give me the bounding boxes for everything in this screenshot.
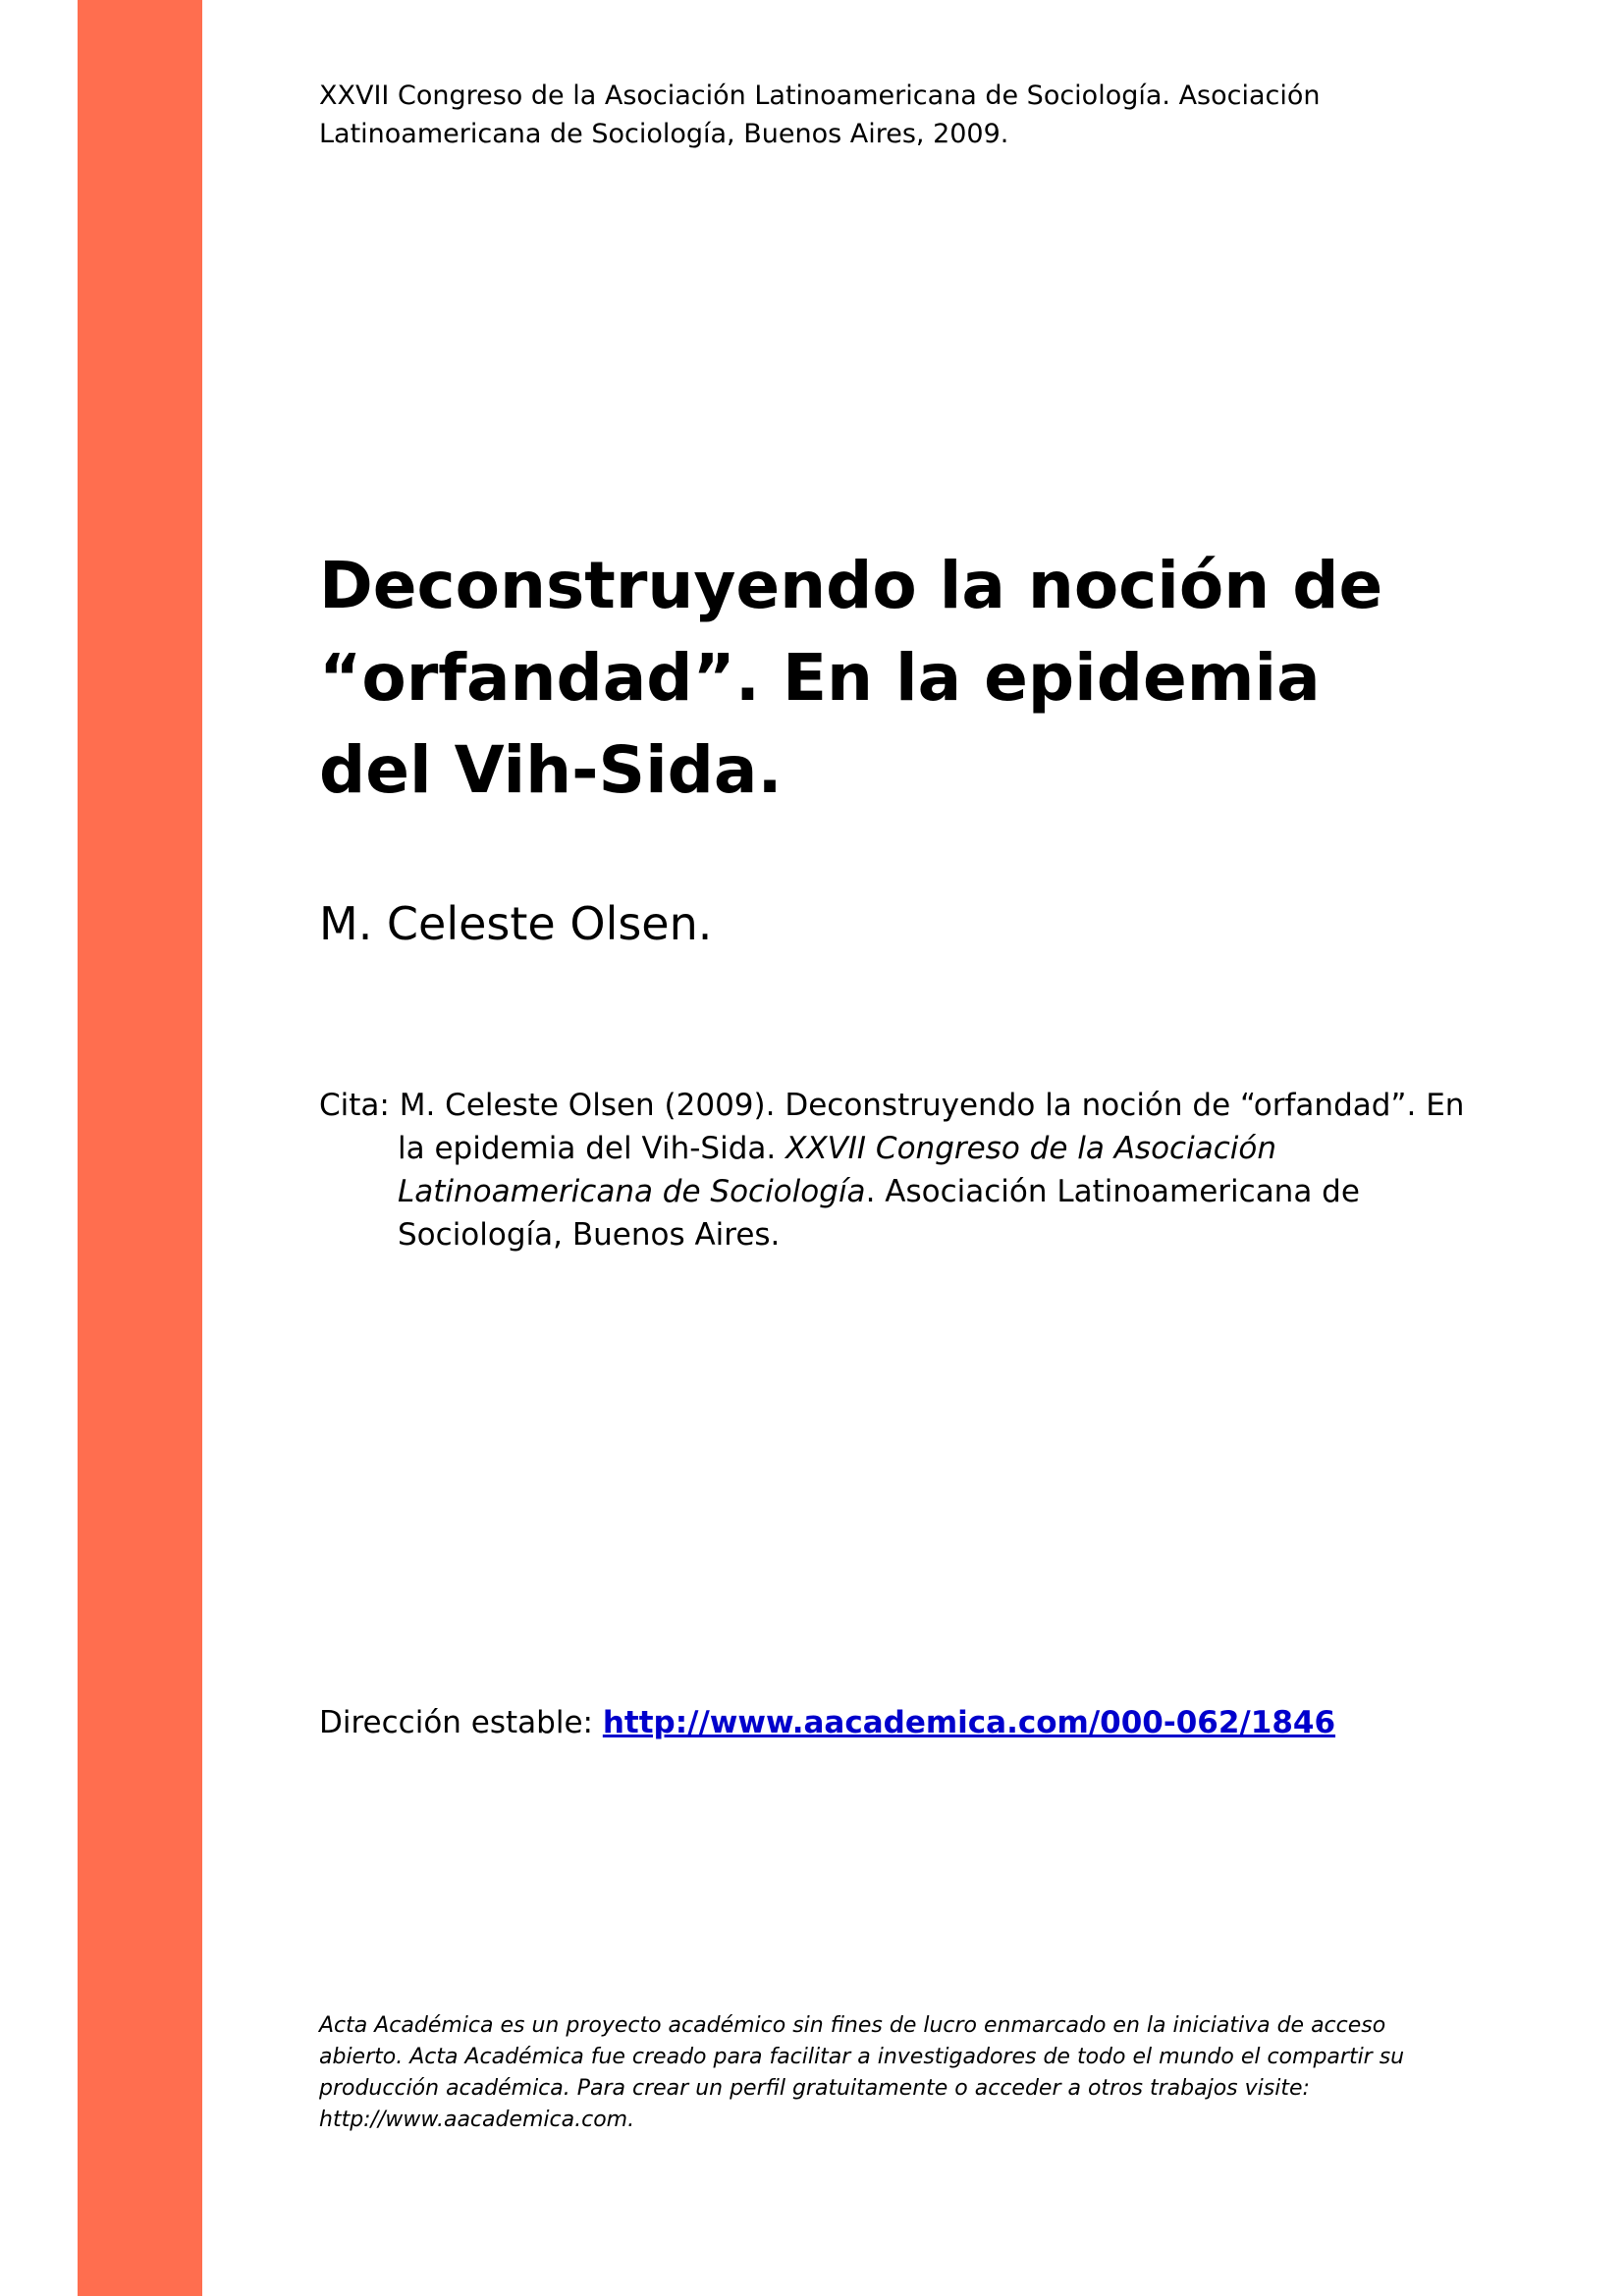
footer-line: producción académica. Para crear un perfil gratuitamente o acceder a otros trabajos visite:: [319, 2076, 1310, 2101]
stable-address-link[interactable]: http://www.aacademica.com/000-062/1846: [602, 1705, 1336, 1740]
footer-line: Acta Académica es un proyecto académico sin fines de lucro enmarcado en la iniciativa de acceso: [319, 2013, 1386, 2038]
conference-header-line: XXVII Congreso de la Asociación Latinoamericana de Sociología. Asociación: [319, 80, 1321, 111]
citation-line-2: [319, 1127, 1497, 1170]
document-title-line: “orfandad”. En la epidemia: [319, 640, 1321, 716]
conference-header: [319, 77, 1497, 153]
citation-text-italic: XXVII Congreso de la Asociación: [785, 1131, 1276, 1166]
citation-label: Cita:: [319, 1088, 390, 1123]
citation-line-3: [319, 1170, 1497, 1213]
document-title-line: del Vih-Sida.: [319, 732, 783, 808]
citation-text: M. Celeste Olsen (2009). Deconstruyendo la noción de “orfandad”. En: [399, 1088, 1465, 1123]
document-title-line: Deconstruyendo la noción de: [319, 548, 1383, 623]
footer-line: abierto. Acta Académica fue creado para facilitar a investigadores de todo el mundo el compartir su: [319, 2045, 1405, 2069]
footer-line: http://www.aacademica.com.: [319, 2108, 635, 2132]
citation-text: . Asociación Latinoamericana de: [865, 1174, 1360, 1209]
stable-address: [319, 1702, 1335, 1743]
citation-line-4: [319, 1213, 1497, 1256]
stable-address-label: Dirección estable:: [319, 1705, 593, 1740]
conference-header-line: Latinoamericana de Sociología, Buenos Aires, 2009.: [319, 119, 1009, 149]
side-color-bar: [78, 0, 202, 2296]
citation-text-italic: Latinoamericana de Sociología: [398, 1174, 866, 1209]
citation-text: Sociología, Buenos Aires.: [398, 1217, 781, 1253]
document-title: [319, 540, 1478, 817]
citation-text: la epidemia del Vih-Sida.: [398, 1131, 786, 1166]
citation-line-1: [319, 1084, 1497, 1127]
author-name: M. Celeste Olsen.: [319, 897, 713, 950]
citation-block: [319, 1084, 1497, 1256]
footer-note: [319, 2010, 1497, 2136]
